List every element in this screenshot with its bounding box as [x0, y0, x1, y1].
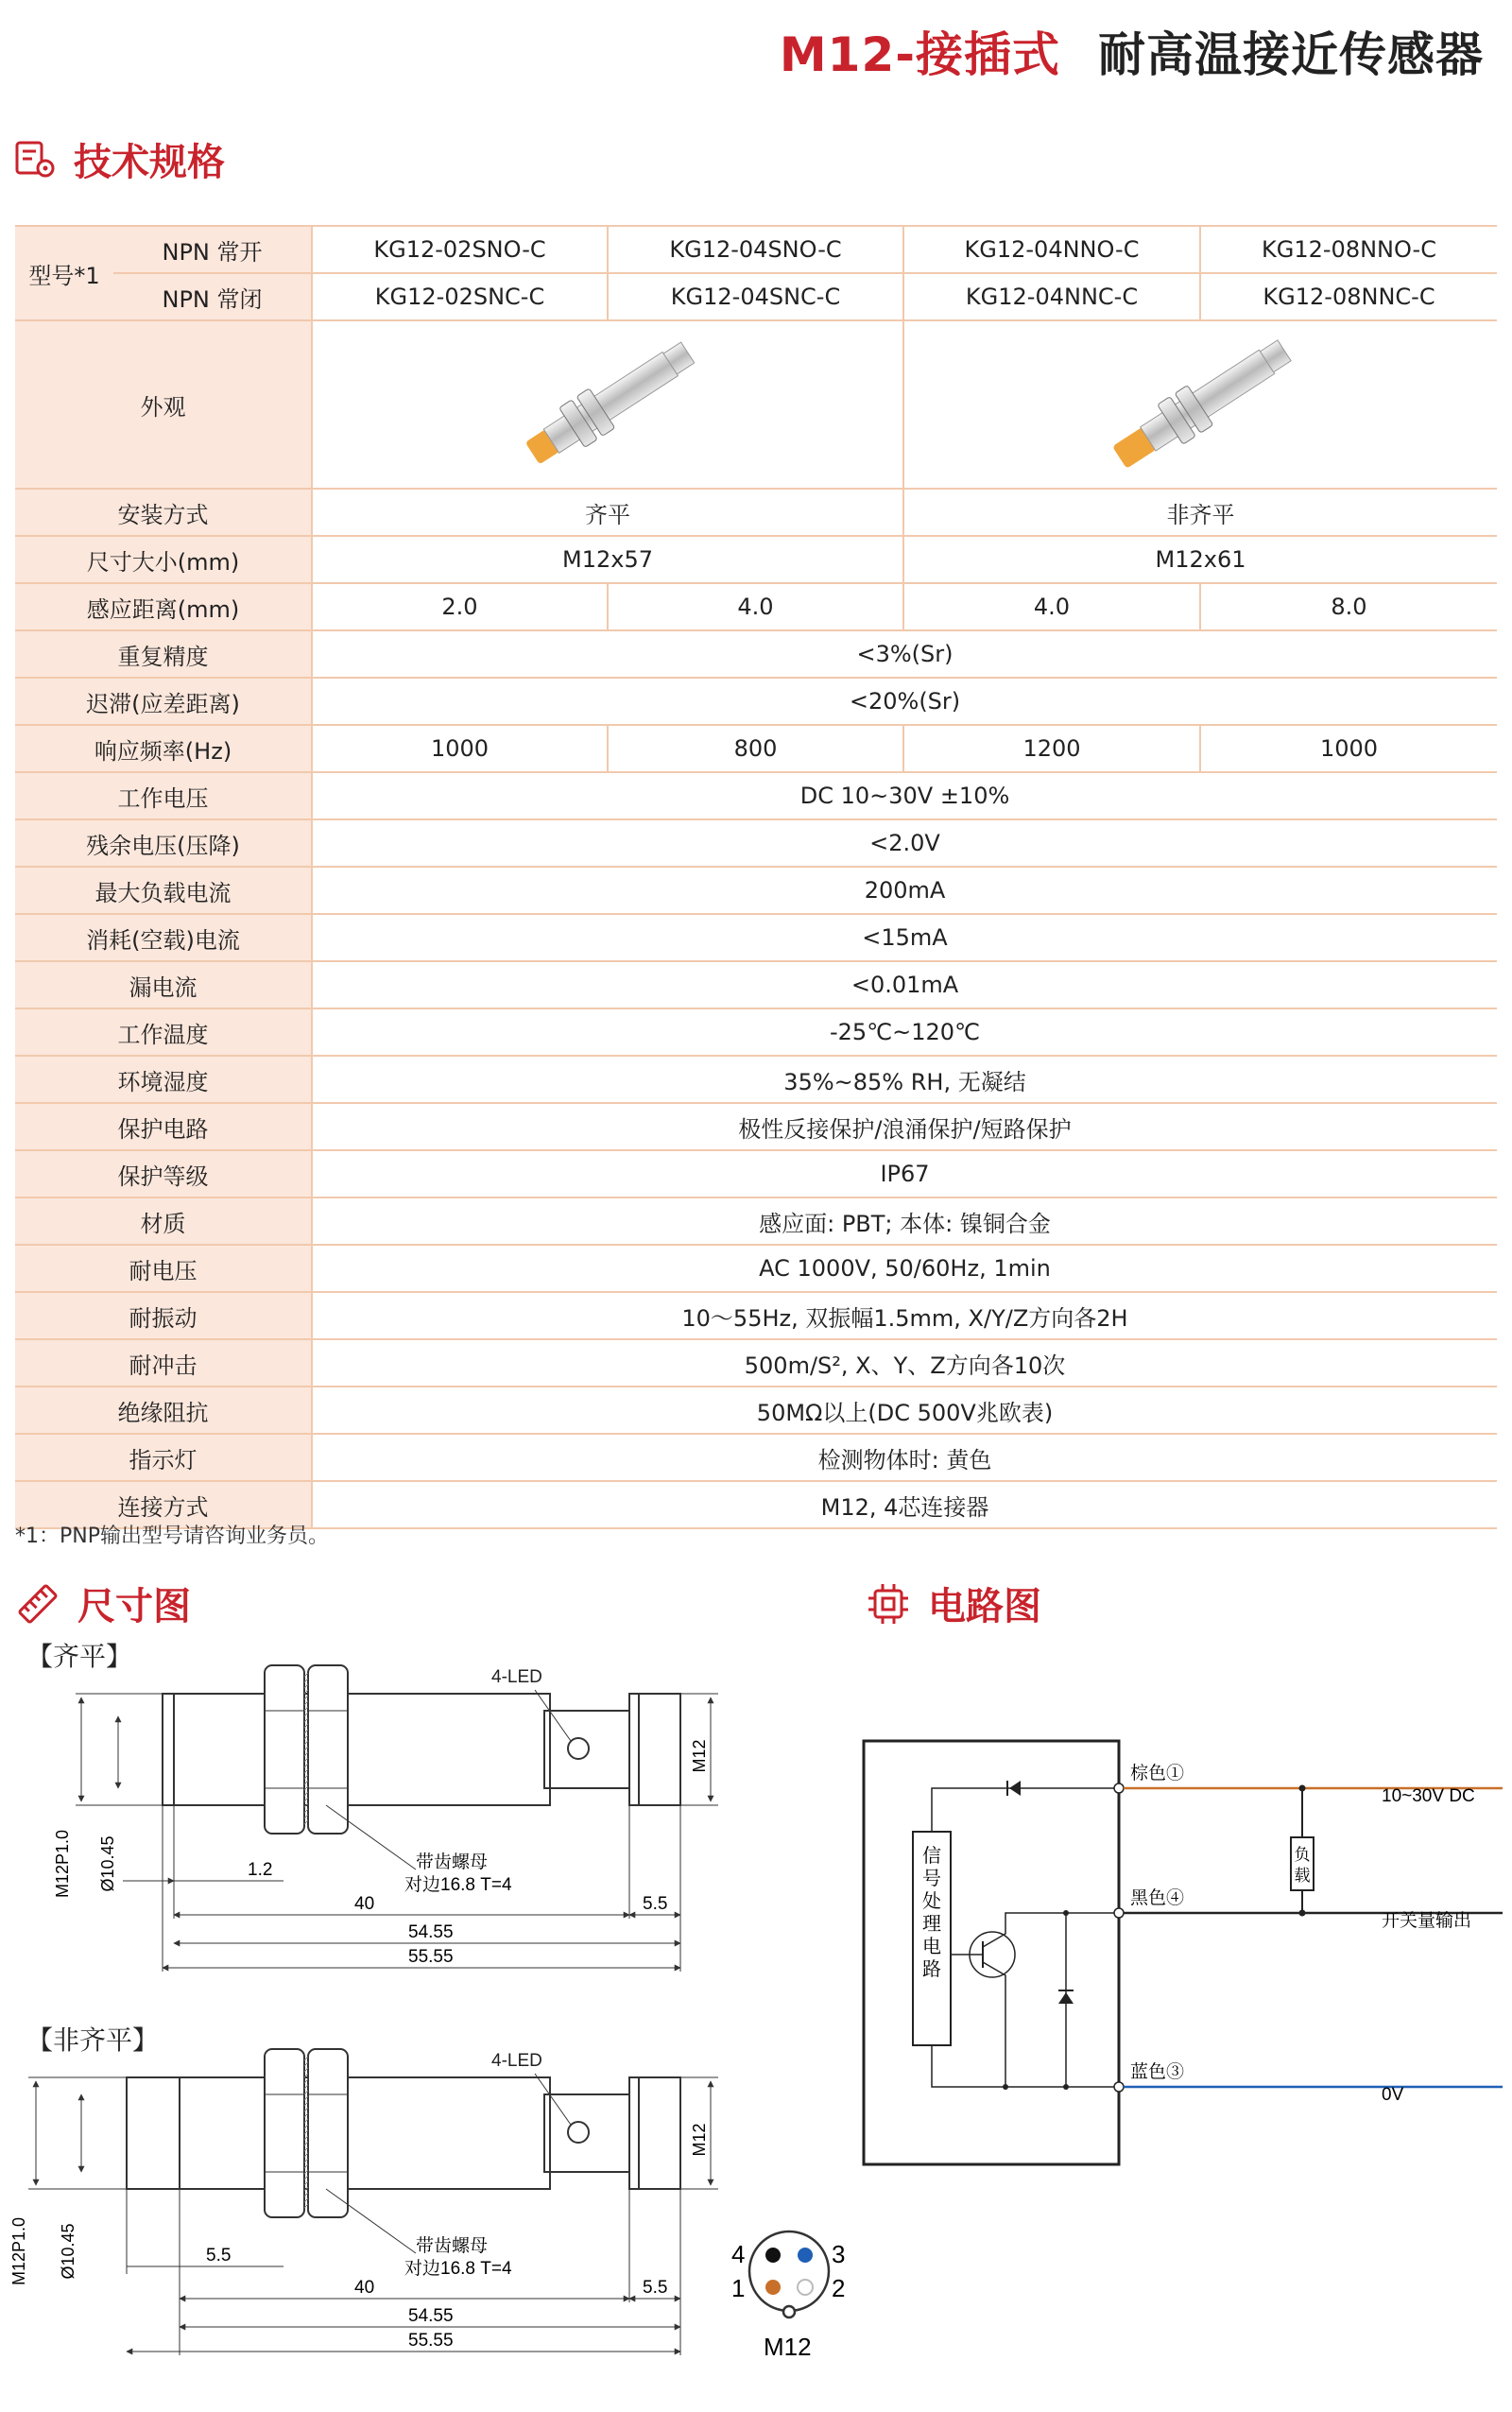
terminal: [1114, 1783, 1124, 1793]
spec-value: 感应面: PBT; 本体: 镍铜合金: [312, 1197, 1497, 1245]
nonflush-drawing: [9, 2025, 718, 2355]
spec-value: <0.01mA: [312, 961, 1497, 1008]
npn-no-label: NPN 常开: [113, 226, 312, 273]
spec-label: 重复精度: [15, 630, 312, 678]
blue-label: 蓝色③: [1130, 2062, 1185, 2082]
spec-label: 材质: [15, 1197, 312, 1245]
dim-value: 5.5: [643, 1894, 668, 1914]
spec-label: 耐电压: [15, 1245, 312, 1292]
spec-label: 指示灯: [15, 1434, 312, 1481]
spec-label: 绝缘阻抗: [15, 1387, 312, 1434]
spec-value: IP67: [312, 1150, 1497, 1197]
dimension-drawing: [0, 1635, 775, 2412]
signal-char: 处: [922, 1891, 941, 1912]
flush-drawing: [26, 1642, 718, 1972]
spec-value: 检测物体时: 黄色: [312, 1434, 1497, 1481]
signal-char: 号: [922, 1869, 941, 1889]
ruler-icon: [15, 1581, 60, 1627]
spec-label: 工作温度: [15, 1008, 312, 1056]
model-nc-1: KG12-02SNC-C: [312, 273, 608, 320]
spec-value: DC 10~30V ±10%: [312, 772, 1497, 819]
m12-label: M12: [690, 1739, 709, 1773]
sensor-body: [180, 2077, 550, 2189]
section-circuit-header: [866, 1576, 1041, 1630]
title-product: 耐高温接近传感器: [1098, 27, 1484, 82]
nut: [265, 2049, 304, 2217]
model-no-1: KG12-02SNO-C: [312, 226, 608, 273]
supply-label: 10~30V DC: [1382, 1786, 1475, 1806]
model-nc-4: KG12-08NNC-C: [1200, 273, 1497, 320]
distance-4: 8.0: [1200, 583, 1497, 630]
dim-value: 5.5: [206, 2246, 232, 2266]
black-label: 黑色④: [1130, 1888, 1185, 1908]
connector-face: [749, 2231, 829, 2311]
appearance-flush: [312, 320, 903, 489]
size-label: 尺寸大小(mm): [15, 536, 312, 583]
flush-title: 【齐平】: [26, 1642, 133, 1671]
spec-label: 残余电压(压降): [15, 819, 312, 867]
appearance-label: 外观: [15, 320, 312, 489]
nut-label: 带齿螺母: [416, 1852, 489, 1872]
output-label: 开关量输出: [1382, 1911, 1472, 1931]
dim-value: 54.55: [408, 1922, 454, 1942]
spec-value: -25℃~120℃: [312, 1008, 1497, 1056]
load-char: 负: [1294, 1846, 1311, 1864]
spec-label: 环境湿度: [15, 1056, 312, 1103]
thread-label: M12P1.0: [53, 1829, 72, 1899]
section-spec-header: [15, 132, 225, 186]
distance-2: 4.0: [608, 583, 903, 630]
spec-value: <3%(Sr): [312, 630, 1497, 678]
thread-label: M12P1.0: [9, 2216, 28, 2286]
pin-4-black: [765, 2248, 781, 2263]
spec-value: 极性反接保护/浪涌保护/短路保护: [312, 1103, 1497, 1150]
spec-value: 10～55Hz, 双振幅1.5mm, X/Y/Z方向各2H: [312, 1292, 1497, 1339]
connector-label: M12: [764, 2333, 812, 2361]
section-dimension-title: 尺寸图: [77, 1585, 191, 1628]
title-model: M12-接插式: [779, 27, 1060, 82]
spec-label: 工作电压: [15, 772, 312, 819]
pin-2-label: 2: [832, 2274, 846, 2302]
spec-table: [15, 225, 1497, 1529]
freq-2: 800: [608, 725, 903, 772]
load-char: 载: [1294, 1867, 1311, 1885]
dim-value: 54.55: [408, 2306, 454, 2326]
spec-value: AC 1000V, 50/60Hz, 1min: [312, 1245, 1497, 1292]
appearance-nonflush: [903, 320, 1497, 489]
size-flush: M12x57: [312, 536, 903, 583]
zero-label: 0V: [1382, 2085, 1404, 2105]
page-title: [780, 17, 1484, 85]
spec-value: <20%(Sr): [312, 678, 1497, 725]
led-label: 4-LED: [491, 1667, 542, 1687]
spec-label: 迟滞(应差距离): [15, 678, 312, 725]
spec-label: 耐冲击: [15, 1339, 312, 1387]
pin-2-white: [798, 2280, 813, 2295]
pin-4-label: 4: [731, 2240, 746, 2268]
section-spec-title: 技术规格: [74, 141, 225, 184]
distance-label: 感应距离(mm): [15, 583, 312, 630]
mount-label: 安装方式: [15, 489, 312, 536]
led-icon: [568, 1738, 589, 1759]
nut: [265, 1665, 304, 1834]
signal-char: 路: [922, 1959, 941, 1980]
model-nc-3: KG12-04NNC-C: [903, 273, 1200, 320]
sensor-body: [163, 1694, 550, 1805]
nonflush-title: 【非齐平】: [26, 2025, 160, 2055]
distance-3: 4.0: [903, 583, 1200, 630]
freq-3: 1200: [903, 725, 1200, 772]
section-circuit-title: 电路图: [928, 1585, 1041, 1628]
spec-label: 保护电路: [15, 1103, 312, 1150]
nut-label: 带齿螺母: [416, 2236, 489, 2256]
spec-value: 200mA: [312, 867, 1497, 914]
diameter-label: Ø10.45: [98, 1835, 117, 1892]
dim-value: 40: [354, 2278, 375, 2298]
terminal: [1114, 2082, 1124, 2092]
size-nonflush: M12x61: [903, 536, 1497, 583]
freq-label: 响应频率(Hz): [15, 725, 312, 772]
nut: [308, 1665, 348, 1834]
spec-label: 消耗(空载)电流: [15, 914, 312, 961]
dim-value: 55.55: [408, 1947, 454, 1967]
footnote: *1：PNP输出型号请咨询业务员。: [15, 1525, 329, 1548]
connector-pinout: [709, 2202, 879, 2363]
nut-spec: 对边16.8 T=4: [404, 1875, 512, 1895]
model-label: 型号*1: [15, 226, 113, 320]
model-nc-2: KG12-04SNC-C: [608, 273, 903, 320]
document-gear-icon: [15, 141, 57, 179]
spec-label: 漏电流: [15, 961, 312, 1008]
led-label: 4-LED: [491, 2051, 542, 2071]
spec-value: <2.0V: [312, 819, 1497, 867]
pin-3-blue: [798, 2248, 813, 2263]
sensor-flush-image: [499, 334, 716, 475]
spec-label: 连接方式: [15, 1481, 312, 1528]
terminal: [1114, 1908, 1124, 1918]
spec-value: 35%~85% RH, 无凝结: [312, 1056, 1497, 1103]
sensor-nonflush-image: [1092, 334, 1310, 475]
brown-label: 棕色①: [1130, 1764, 1185, 1783]
spec-label: 最大负载电流: [15, 867, 312, 914]
spec-value: 50MΩ以上(DC 500V兆欧表): [312, 1387, 1497, 1434]
led-icon: [568, 2122, 589, 2143]
circuit-diagram: [850, 1720, 1512, 2212]
nut-spec: 对边16.8 T=4: [404, 2259, 512, 2279]
freq-1: 1000: [312, 725, 608, 772]
sensing-face: [127, 2077, 180, 2189]
model-no-4: KG12-08NNO-C: [1200, 226, 1497, 273]
pin-3-label: 3: [832, 2240, 846, 2268]
m12-label: M12: [690, 2123, 709, 2157]
npn-nc-label: NPN 常闭: [113, 273, 312, 320]
model-no-2: KG12-04SNO-C: [608, 226, 903, 273]
connector-head: [629, 2077, 680, 2189]
signal-char: 电: [922, 1937, 941, 1957]
dim-value: 55.55: [408, 2331, 454, 2351]
chip-icon: [866, 1581, 911, 1627]
pin-1-label: 1: [731, 2274, 746, 2302]
dim-value: 1.2: [248, 1860, 273, 1880]
spec-value: 500m/S², X、Y、Z方向各10次: [312, 1339, 1497, 1387]
pin-1-brown: [765, 2280, 781, 2295]
diode-icon: [1009, 1781, 1021, 1796]
dim-value: 5.5: [643, 2278, 668, 2298]
freq-4: 1000: [1200, 725, 1497, 772]
spec-value: M12, 4芯连接器: [312, 1481, 1497, 1528]
nut: [308, 2049, 348, 2217]
mount-nonflush: 非齐平: [903, 489, 1497, 536]
model-no-3: KG12-04NNO-C: [903, 226, 1200, 273]
spec-label: 耐振动: [15, 1292, 312, 1339]
signal-char: 信: [922, 1846, 941, 1867]
zener-icon: [1058, 1992, 1074, 2004]
connector-head: [629, 1694, 680, 1805]
spec-value: <15mA: [312, 914, 1497, 961]
signal-char: 理: [922, 1914, 941, 1935]
diameter-label: Ø10.45: [59, 2223, 77, 2280]
distance-1: 2.0: [312, 583, 608, 630]
mount-flush: 齐平: [312, 489, 903, 536]
section-dimension-header: [15, 1576, 191, 1630]
spec-label: 保护等级: [15, 1150, 312, 1197]
dim-value: 40: [354, 1894, 375, 1914]
